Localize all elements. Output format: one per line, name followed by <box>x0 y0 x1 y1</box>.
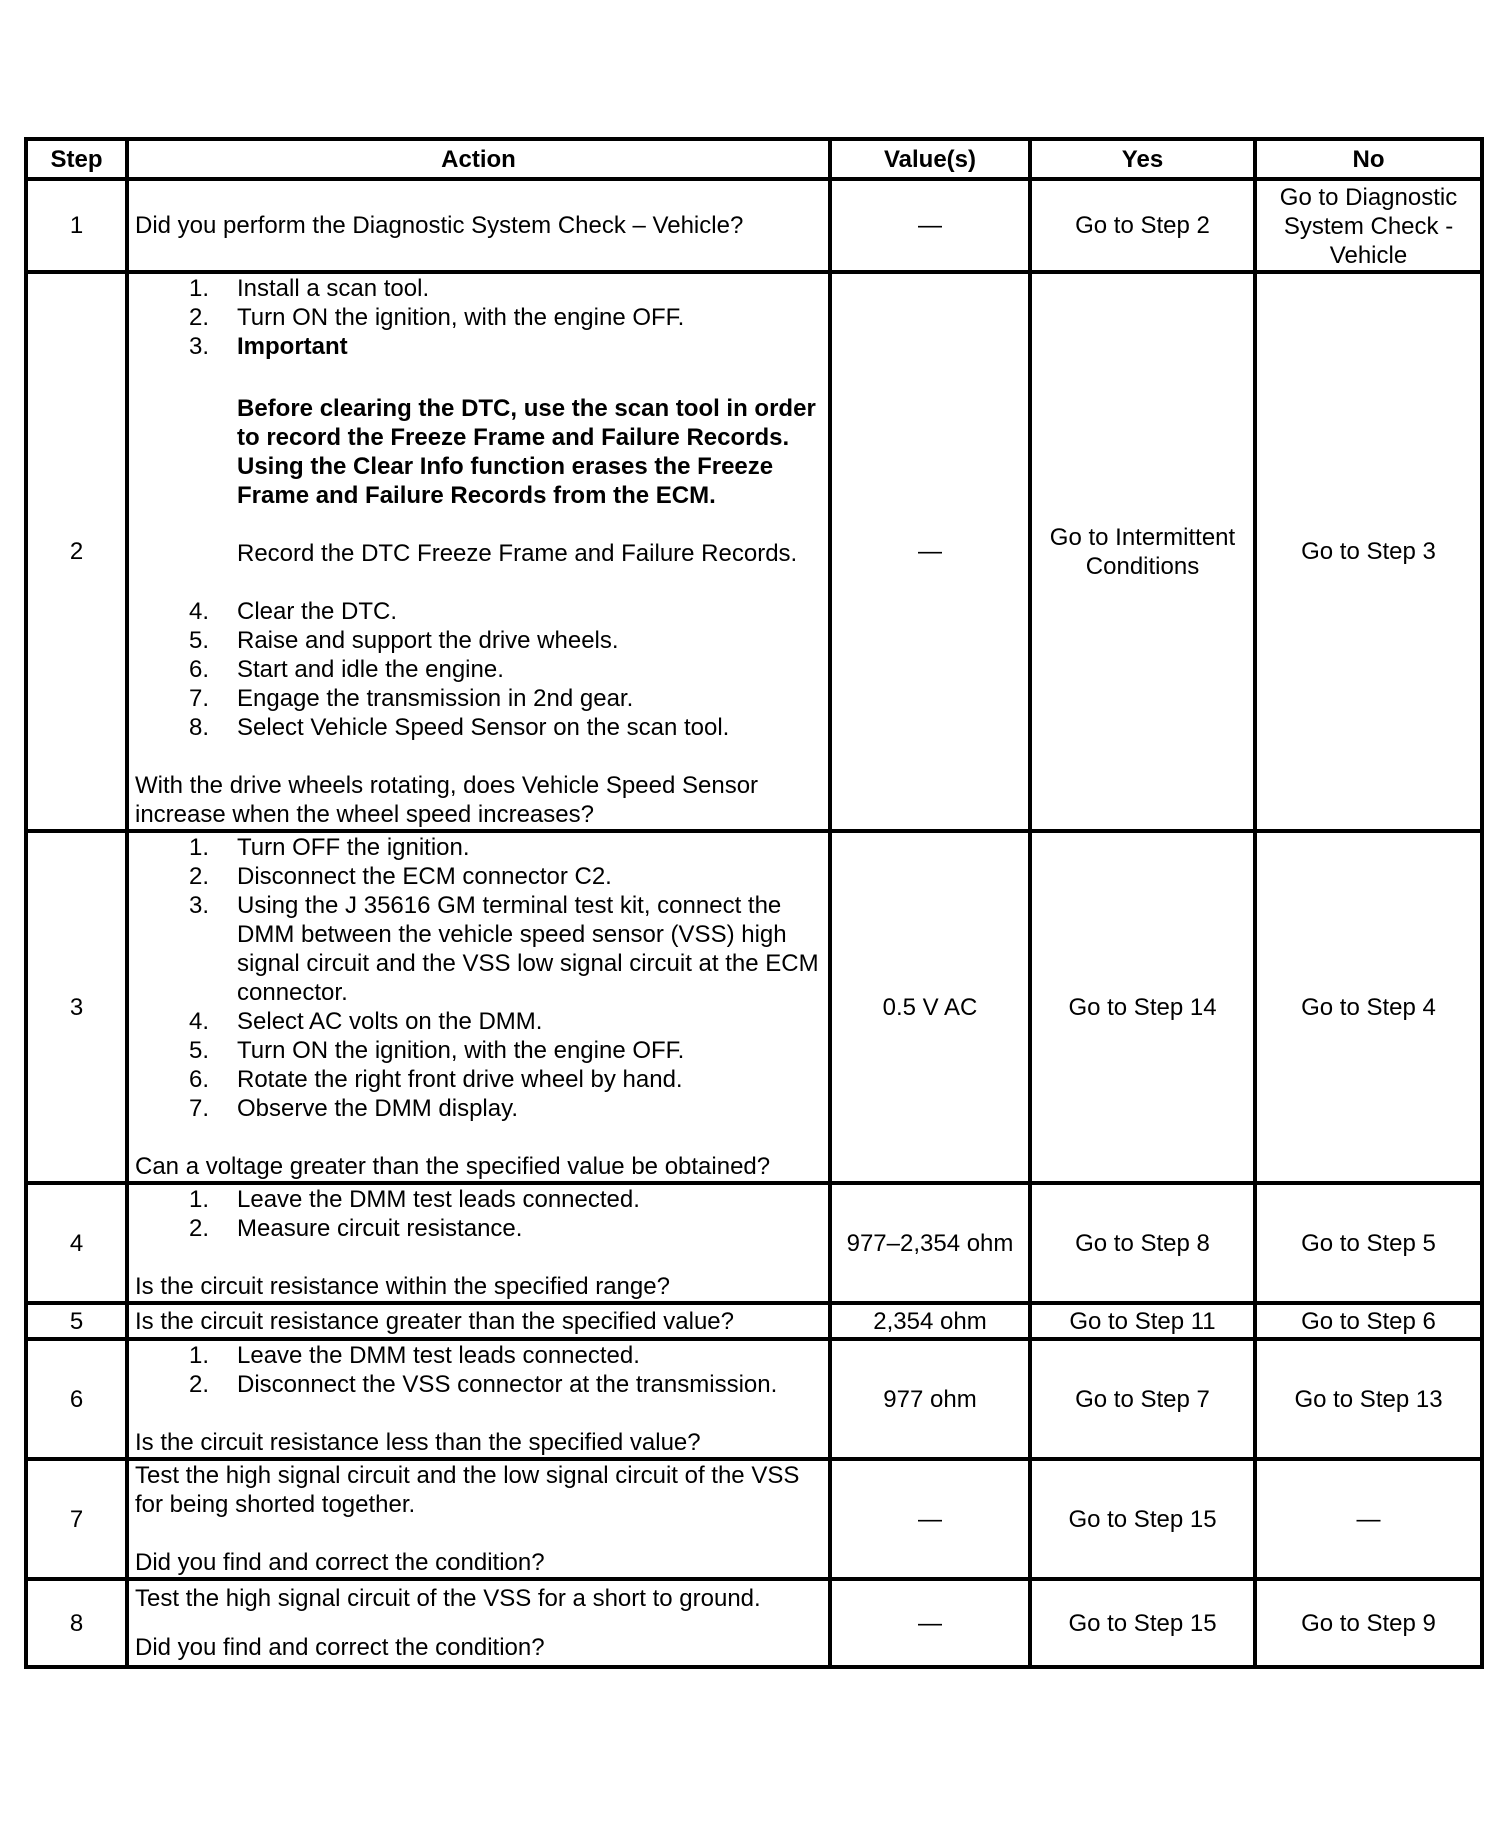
table-row-step-2 <box>26 272 1482 831</box>
no-cell: — <box>1255 1459 1482 1579</box>
action-cell <box>127 1579 830 1667</box>
action-cell <box>127 1339 830 1459</box>
action-cell <box>127 831 830 1183</box>
yes-cell: Go to Step 8 <box>1030 1183 1255 1303</box>
yes-cell: Go to Step 14 <box>1030 831 1255 1183</box>
action-list <box>135 1185 822 1243</box>
action-question: Is the circuit resistance less than the specified value? <box>135 1429 701 1456</box>
yes-cell: Go to Step 11 <box>1030 1303 1255 1339</box>
diagnostic-table <box>24 137 1484 1669</box>
step-number: 6 <box>26 1339 127 1459</box>
action-cell <box>127 1303 830 1339</box>
table-row-step-8 <box>26 1579 1482 1667</box>
header-yes: Yes <box>1030 139 1255 179</box>
header-values: Value(s) <box>830 139 1030 179</box>
no-cell: Go to Step 13 <box>1255 1339 1482 1459</box>
yes-cell: Go to Step 15 <box>1030 1579 1255 1667</box>
list-item: 3. Important <box>135 332 822 361</box>
yes-cell: Go to Step 15 <box>1030 1459 1255 1579</box>
yes-cell: Go to Step 2 <box>1030 179 1255 272</box>
header-no: No <box>1255 139 1482 179</box>
value-cell: 977–2,354 ohm <box>830 1183 1030 1303</box>
yes-cell: Go to Step 7 <box>1030 1339 1255 1459</box>
action-question: Did you perform the Diagnostic System Check – Vehicle? <box>135 212 744 239</box>
action-instruction: Test the high signal circuit of the VSS for a short to ground. <box>135 1585 761 1612</box>
value-cell: — <box>830 179 1030 272</box>
header-step: Step <box>26 139 127 179</box>
no-cell: Go to Step 5 <box>1255 1183 1482 1303</box>
action-question: Did you find and correct the condition? <box>135 1549 545 1576</box>
list-item: 1. Leave the DMM test leads connected. <box>188 1342 640 1369</box>
action-question: Can a voltage greater than the specified value be obtained? <box>135 1153 771 1180</box>
action-question: Did you find and correct the condition? <box>135 1634 545 1661</box>
header-row <box>26 139 1482 179</box>
list-item: 6. Start and idle the engine. <box>188 656 504 683</box>
action-cell <box>127 179 830 272</box>
list-item: 1. Install a scan tool. <box>188 275 430 302</box>
step-number: 3 <box>26 831 127 1183</box>
value-cell: — <box>830 272 1030 831</box>
table-row-step-5 <box>26 1303 1482 1339</box>
action-question: Is the circuit resistance within the specified range? <box>135 1273 670 1300</box>
action-list <box>135 597 822 742</box>
list-item: 1. Leave the DMM test leads connected. <box>188 1186 640 1213</box>
step-number: 8 <box>26 1579 127 1667</box>
no-cell: Go to Step 4 <box>1255 831 1482 1183</box>
step-number: 7 <box>26 1459 127 1579</box>
action-cell <box>127 1459 830 1579</box>
list-item: 5. Turn ON the ignition, with the engine OFF. <box>188 1037 685 1064</box>
list-item: 2. Measure circuit resistance. <box>188 1215 523 1242</box>
list-item: 3. Using the J 35616 GM terminal test kit, connect the DMM between the vehicle speed sensor (VSS) high signal circuit and the VSS low signal circuit at the ECM connector. <box>188 892 819 1006</box>
action-list <box>135 274 822 361</box>
value-cell: 977 ohm <box>830 1339 1030 1459</box>
value-cell: — <box>830 1459 1030 1579</box>
table-row-step-6 <box>26 1339 1482 1459</box>
action-cell <box>127 272 830 831</box>
list-item: 8. Select Vehicle Speed Sensor on the scan tool. <box>188 714 730 741</box>
action-question: With the drive wheels rotating, does Vehicle Speed Sensor increase when the wheel speed increases? <box>135 772 759 828</box>
step-number: 1 <box>26 179 127 272</box>
list-item: 6. Rotate the right front drive wheel by hand. <box>188 1066 683 1093</box>
table-row-step-4 <box>26 1183 1482 1303</box>
yes-cell: Go to Intermittent Conditions <box>1030 272 1255 831</box>
action-list <box>135 833 822 1123</box>
list-item: 7. Observe the DMM display. <box>188 1095 518 1122</box>
no-cell: Go to Step 6 <box>1255 1303 1482 1339</box>
action-question: Is the circuit resistance greater than the specified value? <box>135 1307 734 1335</box>
list-item: 4. Clear the DTC. <box>188 598 398 625</box>
table-row-step-7 <box>26 1459 1482 1579</box>
step-number: 5 <box>26 1303 127 1339</box>
important-note: Before clearing the DTC, use the scan tool in order to record the Freeze Frame and Failure Records. Using the Clear Info function erases the Freeze Frame and Failure Records from the ECM. <box>237 395 816 509</box>
list-item: 5. Raise and support the drive wheels. <box>188 627 619 654</box>
sub-instruction: Record the DTC Freeze Frame and Failure Records. <box>237 540 798 567</box>
table-row-step-1 <box>26 179 1482 272</box>
list-item: 2. Turn ON the ignition, with the engine OFF. <box>188 304 685 331</box>
list-item: 2. Disconnect the VSS connector at the transmission. <box>188 1371 778 1398</box>
list-item: 4. Select AC volts on the DMM. <box>188 1008 543 1035</box>
table-row-step-3 <box>26 831 1482 1183</box>
value-cell: 0.5 V AC <box>830 831 1030 1183</box>
action-instruction: Test the high signal circuit and the low signal circuit of the VSS for being shorted together. <box>135 1462 800 1518</box>
value-cell: 2,354 ohm <box>830 1303 1030 1339</box>
no-cell: Go to Step 9 <box>1255 1579 1482 1667</box>
no-cell: Go to Step 3 <box>1255 272 1482 831</box>
important-label: Important <box>237 333 348 360</box>
value-cell: — <box>830 1579 1030 1667</box>
step-number: 2 <box>26 272 127 831</box>
no-cell: Go to Diagnostic System Check - Vehicle <box>1255 179 1482 272</box>
step-number: 4 <box>26 1183 127 1303</box>
list-item: 1. Turn OFF the ignition. <box>188 834 470 861</box>
action-list <box>135 1341 822 1399</box>
header-action: Action <box>127 139 830 179</box>
action-cell <box>127 1183 830 1303</box>
list-item: 7. Engage the transmission in 2nd gear. <box>188 685 634 712</box>
list-item: 2. Disconnect the ECM connector C2. <box>188 863 612 890</box>
